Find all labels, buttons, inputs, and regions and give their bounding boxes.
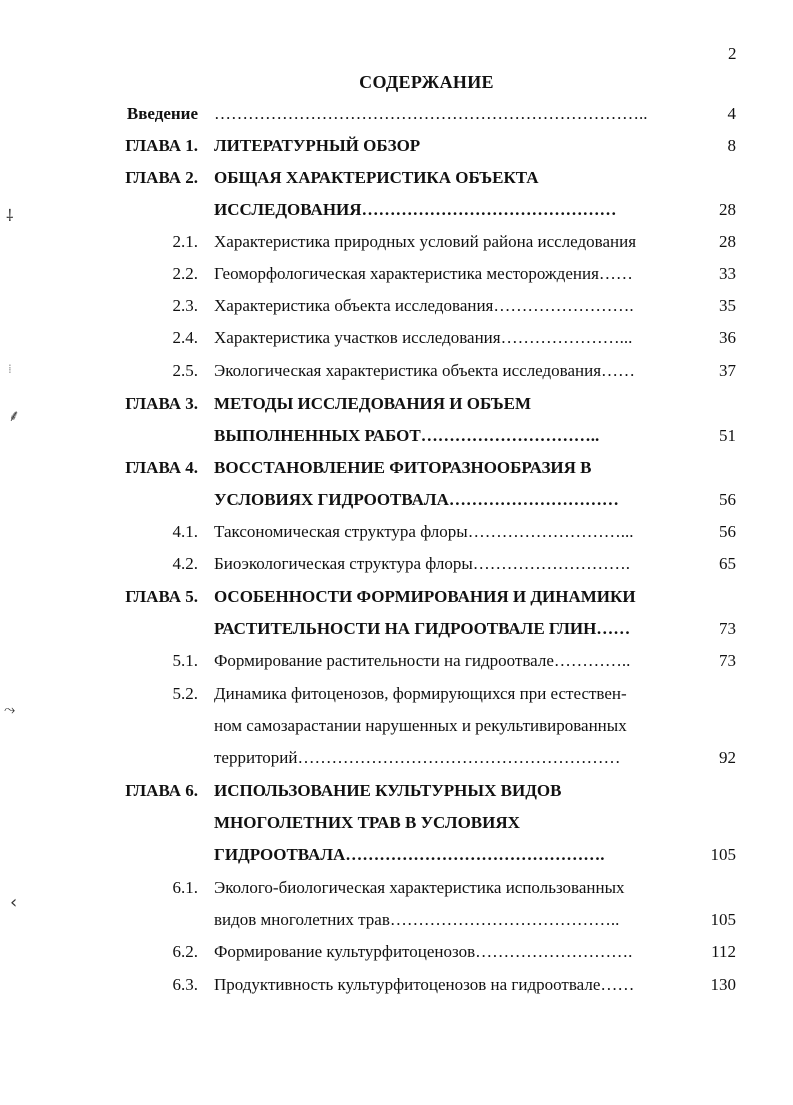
toc-text: Динамика фитоценозов, формирующихся при естествен- [214,684,627,703]
toc-text: ………………………………………………………………….. [214,104,648,123]
toc-text: Экологическая характеристика объекта исследования…… [214,361,636,380]
toc-page: 73 [719,619,736,638]
toc-row [0,910,793,938]
toc-number: ГЛАВА 3. [125,394,198,413]
toc-row [0,458,793,486]
toc-row [0,845,793,873]
toc-row [0,328,793,356]
scan-mark: ⸸ [6,206,14,225]
toc-row [0,716,793,744]
toc-text: Биоэкологическая структура флоры………………………. [214,554,631,573]
toc-row [0,781,793,809]
toc-row [0,104,793,132]
scan-mark: ⸙ [8,406,21,425]
toc-row [0,587,793,615]
toc-row [0,361,793,389]
toc-page: 73 [719,651,736,670]
toc-number: 2.1. [172,232,198,251]
toc-text: Таксономическая структура флоры………………………... [214,522,634,541]
toc-number: 4.1. [172,522,198,541]
toc-page: 4 [727,104,736,123]
toc-row [0,136,793,164]
toc-text: Характеристика объекта исследования……………………. [214,296,634,315]
toc-text: Характеристика участков исследования…………………... [214,328,633,347]
toc-number: ГЛАВА 1. [125,136,198,155]
toc-text: Формирование растительности на гидроотвале………….. [214,651,631,670]
toc-text: ИССЛЕДОВАНИЯ……………………………………… [214,200,617,219]
toc-text: РАСТИТЕЛЬНОСТИ НА ГИДРООТВАЛЕ ГЛИН…… [214,619,631,638]
toc-text: МНОГОЛЕТНИХ ТРАВ В УСЛОВИЯХ [214,813,520,832]
toc-page: 130 [710,975,736,994]
toc-number: 2.4. [172,328,198,347]
toc-number: 5.1. [172,651,198,670]
toc-text: ОБЩАЯ ХАРАКТЕРИСТИКА ОБЪЕКТА [214,168,539,187]
toc-row [0,232,793,260]
toc-row [0,975,793,1003]
toc-number: ГЛАВА 2. [125,168,198,187]
toc-text: Характеристика природных условий района исследования [214,232,637,251]
toc-text: Геоморфологическая характеристика месторождения…… [214,264,633,283]
toc-number: 6.3. [172,975,198,994]
toc-text: ЛИТЕРАТУРНЫЙ ОБЗОР [214,136,421,155]
toc-page: 56 [719,490,736,509]
toc-row [0,264,793,292]
toc-row [0,651,793,679]
toc-row [0,619,793,647]
toc-page: 28 [719,232,736,251]
toc-row [0,426,793,454]
toc-text: ГИДРООТВАЛА………………………………………. [214,845,605,864]
toc-page: 35 [719,296,736,315]
toc-row [0,296,793,324]
toc-number: ГЛАВА 6. [125,781,198,800]
toc-row [0,942,793,970]
toc-text: ОСОБЕННОСТИ ФОРМИРОВАНИЯ И ДИНАМИКИ [214,587,636,606]
toc-row [0,748,793,776]
toc-text: ном самозарастании нарушенных и рекультивированных [214,716,627,735]
scan-mark: ⁞ [8,362,12,376]
toc-text: ВОССТАНОВЛЕНИЕ ФИТОРАЗНООБРАЗИЯ В [214,458,592,477]
toc-page: 28 [719,200,736,219]
toc-number: 6.2. [172,942,198,961]
toc-row [0,878,793,906]
page-title: СОДЕРЖАНИЕ [359,72,494,92]
toc-page: 37 [719,361,736,380]
toc-text: Эколого-биологическая характеристика использованных [214,878,625,897]
toc-row [0,490,793,518]
toc-row [0,813,793,841]
toc-page: 105 [710,910,736,929]
toc-text: территорий………………………………………………… [214,748,621,767]
toc-page: 51 [719,426,736,445]
scan-mark: ⤳ [4,702,16,718]
toc-text: ИСПОЛЬЗОВАНИЕ КУЛЬТУРНЫХ ВИДОВ [214,781,562,800]
toc-text: видов многолетних трав………………………………….. [214,910,620,929]
toc-row [0,168,793,196]
toc-page: 112 [711,942,736,961]
toc-row [0,200,793,228]
toc-page: 65 [719,554,736,573]
toc-number: 2.2. [172,264,198,283]
toc-page: 36 [719,328,736,347]
toc-row [0,684,793,712]
toc-page: 33 [719,264,736,283]
toc-text: Формирование культурфитоценозов………………………. [214,942,633,961]
toc-number: 5.2. [172,684,198,703]
toc-page: 105 [710,845,736,864]
toc-number: 6.1. [172,878,198,897]
toc-row [0,394,793,422]
toc-page: 92 [719,748,736,767]
toc-number: 2.5. [172,361,198,380]
toc-row [0,554,793,582]
toc-text: МЕТОДЫ ИССЛЕДОВАНИЯ И ОБЪЕМ [214,394,531,413]
toc-page: 8 [727,136,736,155]
toc-number: 4.2. [172,554,198,573]
toc-text: Продуктивность культурфитоценозов на гидроотвале…… [214,975,635,994]
scan-mark: ‹ [10,892,18,913]
toc-text: УСЛОВИЯХ ГИДРООТВАЛА………………………… [214,490,619,509]
page-number: 2 [728,44,737,63]
toc-number: Введение [126,104,198,123]
toc-row [0,522,793,550]
toc-text: ВЫПОЛНЕННЫХ РАБОТ………………………….. [214,426,600,445]
toc-number: ГЛАВА 4. [125,458,198,477]
toc-page: 56 [719,522,736,541]
toc-number: ГЛАВА 5. [125,587,198,606]
toc-number: 2.3. [172,296,198,315]
